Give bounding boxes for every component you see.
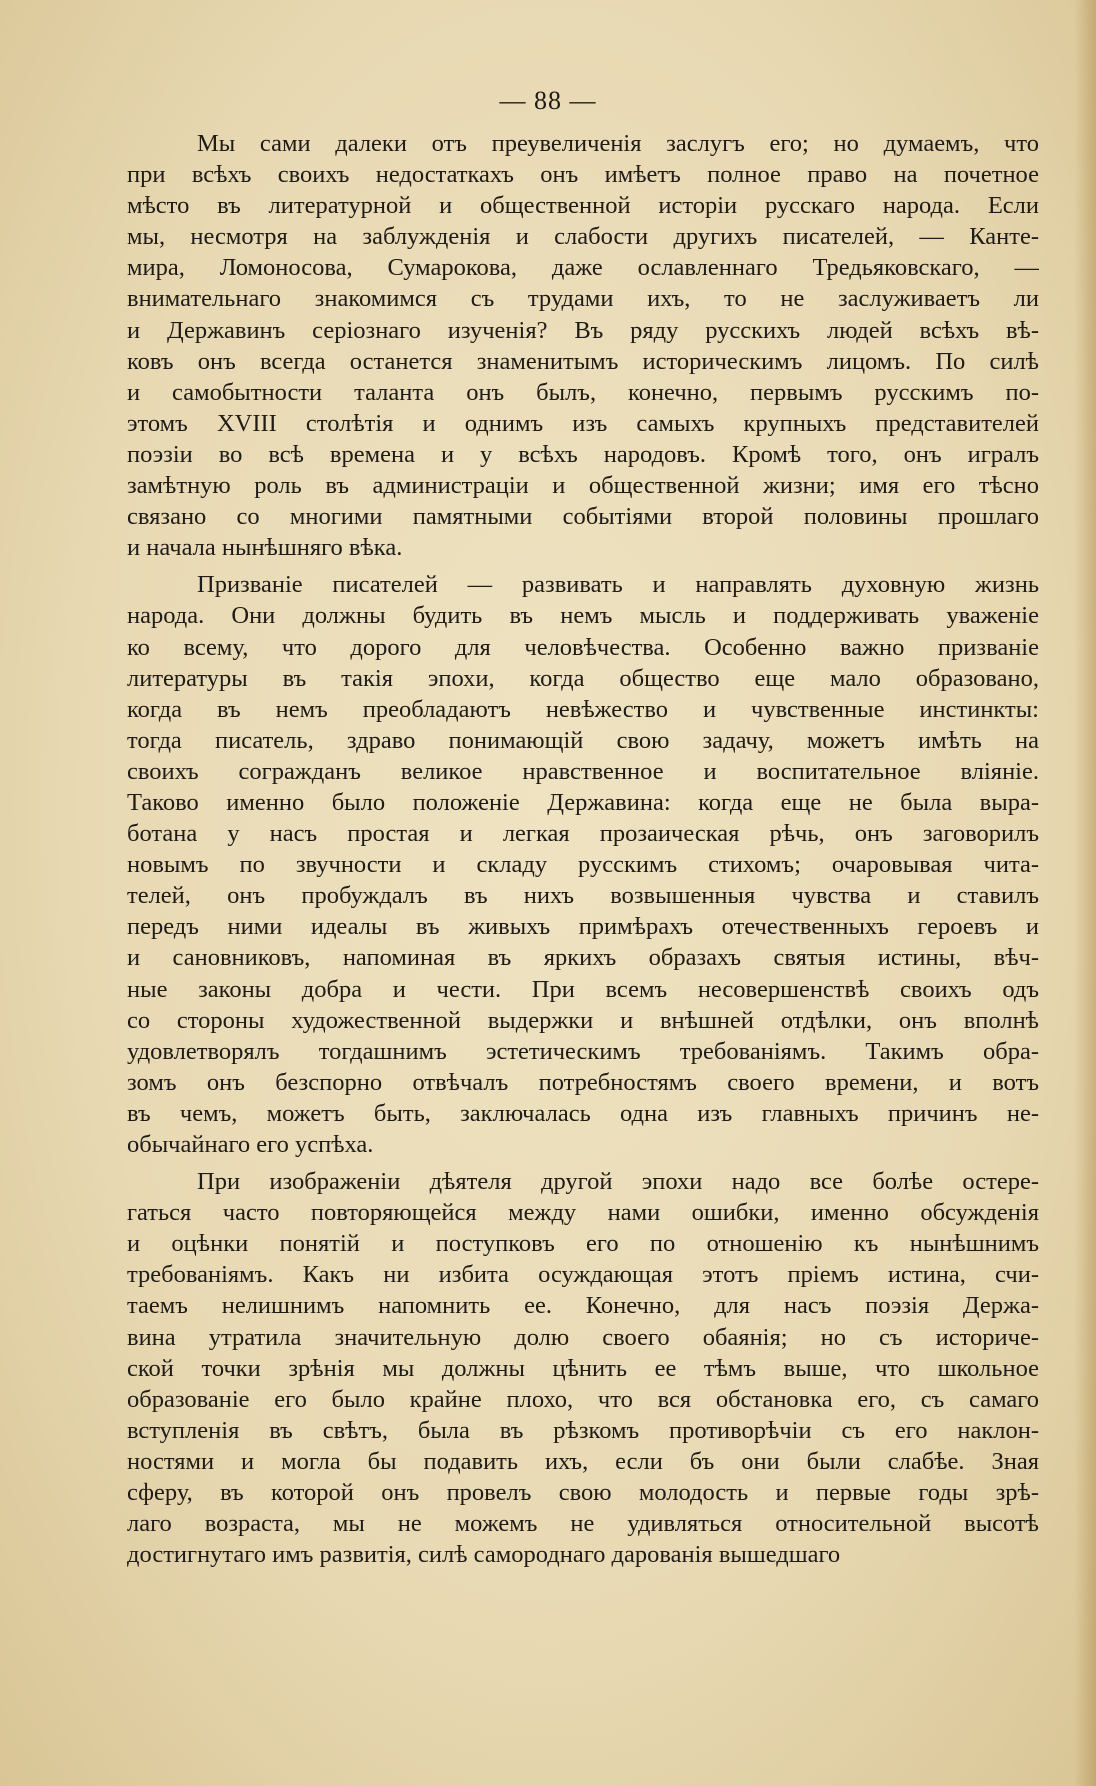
text-line: мѣсто въ литературной и общественной исторіи русскаго народа. Если <box>127 192 1039 220</box>
text-line: образованіе его было крайне плохо, что вся обстановка его, съ самаго <box>127 1385 1039 1413</box>
text-line: мира, Ломоносова, Сумарокова, даже ославленнаго Тредьяковскаго, — <box>127 254 1039 282</box>
text-line: вина утратила значительную долю своего обаянія; но съ историче- <box>127 1323 1039 1351</box>
text-line: этомъ XVIII столѣтія и однимъ изъ самыхъ крупныхъ представителей <box>127 409 1039 437</box>
text-line: поэзіи во всѣ времена и у всѣхъ народовъ. Кромѣ того, онъ игралъ <box>127 440 1039 468</box>
text-line: сферу, въ которой онъ провелъ свою молодость и первые годы зрѣ- <box>127 1479 1039 1507</box>
text-line: таемъ нелишнимъ напомнить ее. Конечно, для насъ поэзія Держа- <box>127 1292 1039 1320</box>
text-line: Призваніе писателей — развивать и направлять духовную жизнь <box>197 571 1039 599</box>
text-line: въ чемъ, можетъ быть, заключалась одна изъ главныхъ причинъ не- <box>127 1099 1039 1127</box>
text-line: достигнутаго имъ развитія, силѣ самороднаго дарованія вышедшаго <box>127 1541 841 1569</box>
text-line: требованіямъ. Какъ ни избита осуждающая этотъ пріемъ истина, счи- <box>127 1261 1039 1289</box>
text-line: при всѣхъ своихъ недостаткахъ онъ имѣетъ полное право на почетное <box>127 161 1039 189</box>
text-line: и сановниковъ, напоминая въ яркихъ образахъ святыя истины, вѣч- <box>127 944 1039 972</box>
text-line: связано со многими памятными событіями второй половины прошлаго <box>127 503 1039 531</box>
text-line: ской точки зрѣнія мы должны цѣнить ее тѣмъ выше, что школьное <box>127 1354 1039 1382</box>
body-text <box>127 128 1039 1570</box>
text-line: ко всему, что дорого для человѣчества. Особенно важно призваніе <box>127 633 1039 661</box>
text-line: замѣтную роль въ администраціи и общественной жизни; имя его тѣсно <box>127 472 1039 500</box>
text-line: обычайнаго его успѣха. <box>127 1131 374 1158</box>
text-line: ностями и могла бы подавить ихъ, если бъ они были слабѣе. Зная <box>127 1447 1039 1475</box>
text-line: и начала нынѣшняго вѣка. <box>127 534 403 562</box>
text-line: и оцѣнки понятій и поступковъ его по отношенію къ нынѣшнимъ <box>127 1230 1039 1258</box>
page-edge-shadow <box>1074 0 1096 1786</box>
text-line: своихъ согражданъ великое нравственное и воспитательное вліяніе. <box>127 757 1039 785</box>
text-line: народа. Они должны будить въ немъ мысль и поддерживать уваженіе <box>127 602 1039 630</box>
text-line: внимательнаго знакомимся съ трудами ихъ, то не заслуживаетъ ли <box>127 285 1039 313</box>
text-line: новымъ по звучности и складу русскимъ стихомъ; очаровывая чита- <box>127 851 1039 879</box>
page-number: — 88 — <box>499 86 597 115</box>
text-line: ботана у насъ простая и легкая прозаическая рѣчь, онъ заговорилъ <box>127 820 1039 848</box>
text-line: При изображеніи дѣятеля другой эпохи надо все болѣе остерe- <box>197 1168 1039 1196</box>
text-line: лаго возраста, мы не можемъ не удивляться относительной высотѣ <box>127 1510 1039 1538</box>
text-line: тогда писатель, здраво понимающій свою задачу, можетъ имѣть на <box>127 726 1039 754</box>
text-line: и самобытности таланта онъ былъ, конечно, первымъ русскимъ по- <box>127 378 1039 406</box>
text-line: Таково именно было положеніе Державина: когда еще не была выра- <box>127 788 1039 816</box>
paragraph-2 <box>127 569 1039 1160</box>
text-line: когда въ немъ преобладаютъ невѣжество и чувственные инстинкты: <box>127 695 1039 723</box>
text-line: мы, несмотря на заблужденія и слабости другихъ писателей, — Канте- <box>127 223 1039 251</box>
text-line: со стороны художественной выдержки и внѣшней отдѣлки, онъ вполнѣ <box>127 1006 1039 1034</box>
text-line: и Державинъ серіознаго изученія? Въ ряду русскихъ людей всѣхъ вѣ- <box>127 316 1039 344</box>
text-line: Мы сами далеки отъ преувеличенія заслугъ его; но думаемъ, что <box>197 130 1039 157</box>
text-line: вступленія въ свѣтъ, была въ рѣзкомъ противорѣчіи съ его наклон- <box>127 1416 1039 1444</box>
paragraph-1 <box>127 128 1039 563</box>
text-line: ковъ онъ всегда останется знаменитымъ историческимъ лицомъ. По силѣ <box>127 347 1039 375</box>
text-line: удовлетворялъ тогдашнимъ эстетическимъ требованіямъ. Такимъ обра- <box>127 1037 1039 1065</box>
text-line: ные законы добра и чести. При всемъ несовершенствѣ своихъ одъ <box>127 975 1039 1003</box>
text-line: гаться часто повторяющейся между нами ошибки, именно обсужденія <box>127 1199 1039 1227</box>
text-line: телей, онъ пробуждалъ въ нихъ возвышенныя чувства и ставилъ <box>127 882 1039 910</box>
text-line: зомъ онъ безспорно отвѣчалъ потребностямъ своего времени, и вотъ <box>127 1068 1039 1096</box>
text-line: литературы въ такія эпохи, когда общество еще мало образовано, <box>127 664 1039 692</box>
text-line: передъ ними идеалы въ живыхъ примѣрахъ отечественныхъ героевъ и <box>127 913 1039 941</box>
paragraph-3 <box>127 1166 1039 1570</box>
